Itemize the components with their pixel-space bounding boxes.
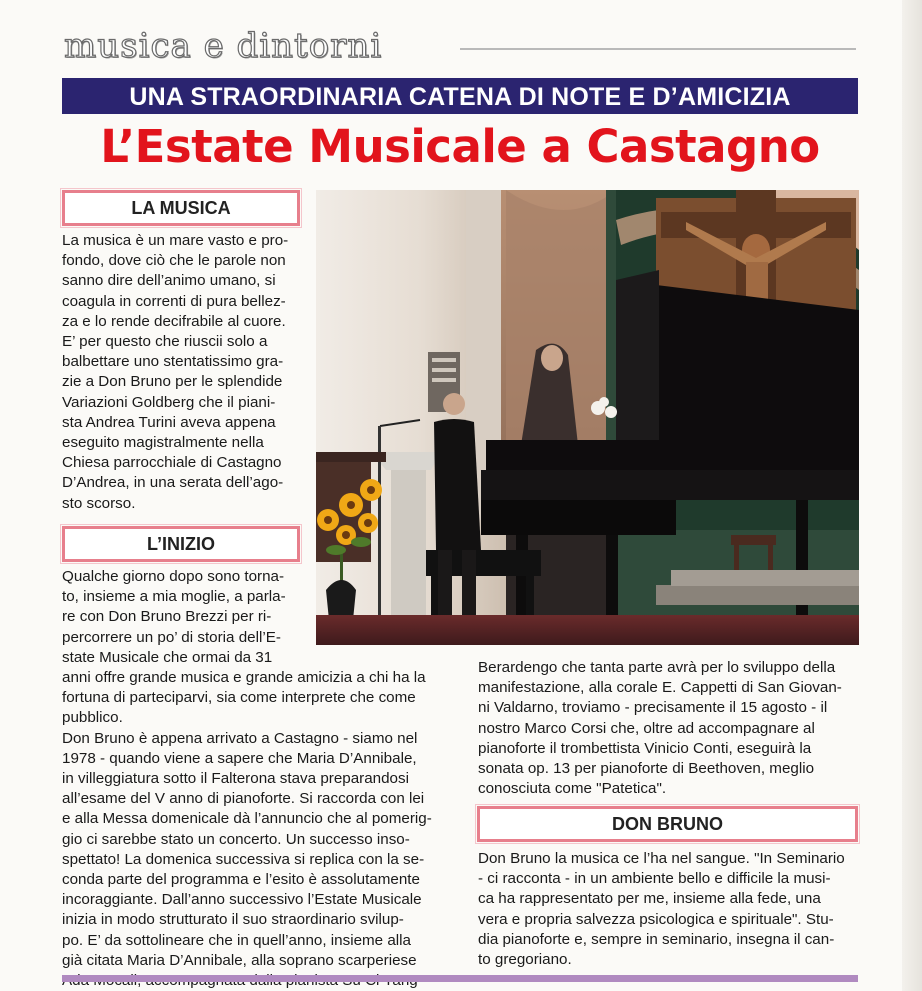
- concert-photo-illustration: [316, 190, 859, 645]
- text-line: La musica è un mare vasto e pro-: [62, 232, 289, 249]
- text-line: ni Valdarno, troviamo - precisamente il 15 agosto - il: [478, 699, 828, 717]
- text-line: anni offre grande musica e grande amicizia a chi ha la: [62, 669, 426, 686]
- l-inizio-text-wide: [62, 668, 445, 991]
- la-musica-text: [62, 231, 308, 514]
- text-line: conda parte del programma e l’esito è assolutamente: [62, 871, 420, 889]
- text-line: Berardengo che tanta parte avrà per lo sviluppo della: [478, 659, 836, 676]
- text-line: Don Bruno è appena arrivato a Castagno - siamo nel: [62, 729, 418, 747]
- article-headline: L’Estate Musicale a Castagno: [100, 120, 820, 173]
- header-rule: [460, 48, 856, 50]
- bottom-bar: [62, 975, 858, 982]
- heading-don-bruno: DON BRUNO: [477, 806, 858, 842]
- text-line: po. E’ da sottolineare che in quell’anno, insieme alla: [62, 931, 411, 949]
- text-line: za e lo rende decifrabile al cuore.: [62, 312, 286, 330]
- heading-la-musica: LA MUSICA: [62, 190, 300, 226]
- don-bruno-text: [478, 849, 859, 970]
- text-line: dia pianoforte e, sempre in seminario, insegna il can-: [478, 930, 835, 948]
- text-line: già citata Maria D’Annibale, alla soprano scarperiese: [62, 951, 417, 969]
- text-line: E’ per questo che riuscii solo a: [62, 333, 268, 351]
- text-line: sto scorso.: [62, 494, 136, 512]
- text-line: nostro Marco Corsi che, oltre ad accompagnare al: [478, 719, 815, 737]
- text-line: pianoforte il trombettista Vinicio Conti, eseguirà la: [478, 739, 812, 757]
- text-line: to, insieme a mia moglie, a parla-: [62, 588, 286, 606]
- text-line: state Musicale che ormai da 31: [62, 648, 273, 666]
- text-line: Don Bruno la musica ce l’ha nel sangue. "In Seminario: [478, 850, 845, 867]
- text-line: e alla Messa domenicale dà l’annuncio che al pomerig-: [62, 810, 432, 828]
- text-line: 1978 - quando viene a sapere che Maria D’Annibale,: [62, 749, 417, 767]
- heading-l-inizio: L’INIZIO: [62, 526, 300, 562]
- text-line: fondo, dove ciò che le parole non: [62, 252, 286, 270]
- text-line: pubblico.: [62, 709, 123, 727]
- text-line: eseguito magistralmente nella: [62, 434, 264, 452]
- continuation-text: [478, 658, 859, 799]
- section-title: musica e dintorni: [64, 26, 383, 66]
- text-line: sta Andrea Turini aveva appena: [62, 413, 276, 431]
- text-line: balbettare uno stentatissimo gra-: [62, 353, 284, 371]
- text-line: sanno dire dell’animo umano, si: [62, 272, 276, 290]
- page-edge: [902, 0, 922, 991]
- text-line: to gregoriano.: [478, 951, 572, 969]
- text-line: in villeggiatura sotto il Falterona stava preparandosi: [62, 770, 409, 788]
- text-line: conosciuta come "Patetica".: [478, 780, 667, 798]
- text-line: gio ci sarebbe stato un concerto. Un successo inso-: [62, 830, 410, 848]
- text-line: Chiesa parrocchiale di Castagno: [62, 454, 282, 472]
- text-line: manifestazione, alla corale E. Cappetti di San Giovan-: [478, 679, 842, 697]
- text-line: D’Andrea, in una serata dell’ago-: [62, 474, 284, 492]
- article-banner: UNA STRAORDINARIA CATENA DI NOTE E D’AMICIZIA: [62, 78, 858, 114]
- l-inizio-text-narrow: [62, 567, 310, 668]
- text-line: percorrere un po’ di storia dell’E-: [62, 628, 281, 646]
- text-line: fortuna di parteciparvi, sia come interprete che come: [62, 689, 416, 707]
- text-line: - ci racconta - in un ambiente bello e difficile la musi-: [478, 870, 831, 888]
- text-line: incoraggiante. Dall’anno successivo l’Estate Musicale: [62, 891, 422, 909]
- text-line: re con Don Bruno Brezzi per ri-: [62, 608, 272, 626]
- text-line: vera e propria salvezza psicologica e spirituale". Stu-: [478, 910, 834, 928]
- text-line: Qualche giorno dopo sono torna-: [62, 568, 285, 585]
- text-line: ca ha rappresentato per me, insieme alla fede, una: [478, 890, 821, 908]
- concert-photo: [316, 190, 859, 645]
- text-line: zie a Don Bruno per le splendide: [62, 373, 283, 391]
- text-line: coagula in correnti di pura bellez-: [62, 292, 286, 310]
- text-line: Variazioni Goldberg che il piani-: [62, 393, 276, 411]
- text-line: inizia in modo strutturato il suo straordinario svilup-: [62, 911, 404, 929]
- text-line: spettato! La domenica successiva si replica con la se-: [62, 850, 425, 868]
- text-line: all’esame del V anno di pianoforte. Si raccorda con lei: [62, 790, 425, 808]
- text-line: sonata op. 13 per pianoforte di Beethoven, meglio: [478, 760, 815, 778]
